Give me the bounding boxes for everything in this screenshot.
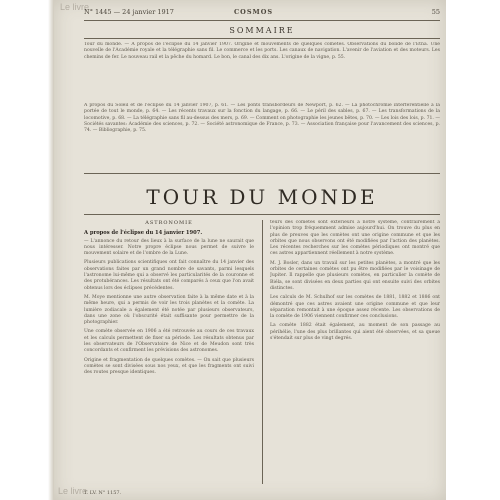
sommaire-rule-top xyxy=(84,38,440,39)
article-paragraph: M. J. Bosler, dans un travail sur les petites planètes, a montré que les orbites de certaines comètes ont pu être modifiées par le voisinage de Jupiter. Il rappelle que plusieurs comètes, en particulier la comète de Biéla, se sont divisées en deux parties qui ont ensuite suivi des orbites distinctes. xyxy=(270,260,440,291)
watermark-top: Le livre xyxy=(60,2,90,12)
article-paragraph: Origine et fragmentation de quelques comètes. — On sait que plusieurs comètes se sont divisées sous nos yeux, et que les fragments ont suivi des routes presque identiques. xyxy=(84,357,254,376)
sommaire-paragraph-1: Tour du monde. — A propos de l'éclipse du 14 janvier 1907. Origine et mouvements de quelques comètes. Observations du bolide de l'Etna. Une nouvelle de l'Académie royale et la télégraphie sans fil. Le commerce et les ports. Les canaux de navigation. L'avenir de l'aviation et des moteurs. Les chemins de fer. Le nouveau rail et la pêche du homard. Le bon, le canal des dix ans. L'origine de la vigne, p. 55. xyxy=(84,42,440,60)
article-paragraph: La comète 1882 était également, au moment de son passage au périhélie, l'une des plus brillantes qui aient été observées, et sa queue s'étendait sur plus de vingt degrés. xyxy=(270,323,440,342)
column-right xyxy=(270,220,440,484)
page-footer: T. LV. N° 1157. xyxy=(84,490,122,496)
column-left xyxy=(84,220,254,484)
column-divider xyxy=(262,220,263,484)
article-paragraph: M. Moye mentionne une autre observation faite à la même date et à la même heure, qui a permis de voir les trois planètes et la comète. La lumière zodiacale a également été notée par plusieurs observateurs, dans une zone où l'obscurité était suffisante pour permettre de la photographier. xyxy=(84,294,254,326)
article-paragraph: Les calculs de M. Schulhof sur les comètes de 1881, 1882 et 1886 ont démontré que ces astres avaient une origine commune et que leur séparation remontait à une époque assez récente. Les observations de la comète de 1906 viennent confirmer ces conclusions. xyxy=(270,295,440,320)
section-title: TOUR DU MONDE xyxy=(146,185,378,209)
section-rule xyxy=(84,214,440,215)
article-paragraph: Une comète observée en 1906 a été retrouvée au cours de ces travaux et les calculs permettent de fixer sa période. Les résultats obtenus par les observateurs de l'Observatoire de Nice et de Meudon sont très concordants et confirment les prévisions des astronomes. xyxy=(84,329,254,354)
journal-title: COSMOS xyxy=(234,8,274,16)
article-title: A propos de l'éclipse du 14 janvier 1907. xyxy=(84,230,203,237)
page-header xyxy=(84,8,440,20)
article-paragraph: teurs des comètes sont extérieurs à notre système, contrairement à l'opinion trop fréquemment admise aujourd'hui. On trouve du plus en plus de preuves que les comètes ont une origine commune et que les orbites que nous observons ont été modifiées par l'action des planètes. Les récentes recherches sur les comètes périodiques ont montré que ces astres appartiennent réellement à notre système. xyxy=(270,220,440,257)
issue-number: N° 1445 — 24 janvier 1917 xyxy=(84,8,174,16)
watermark-bottom: Le livre xyxy=(58,486,88,496)
sommaire-paragraph-2: A propos du Soleil et de l'éclipse du 14 janvier 1907, p. 61. — Les ponts transbordeurs de Newport, p. 62. — La photochromie interférentielle à la portée de tout le monde, p. 64. — Les récents travaux sur la fonction du langage, p. 66. — Le péril des sables, p. 67. — Les transformations de la locomotive, p. 68. — La télégraphie sans fil au-dessus des mers, p. 69. — Comment on photographie les jeunes bêtes, p. 70. — Les lois des lois, p. 71. — Sociétés savantes: Académie des sciences, p. 72. — Société astronomique de France, p. 73. — Association française pour l'avancement des sciences, p. 74. — Bibliographie, p. 75. xyxy=(84,103,440,134)
column-section-heading: ASTRONOMIE xyxy=(145,220,193,226)
page-number: 55 xyxy=(431,8,440,16)
article-paragraph: — L'annonce du retour des lieux à la surface de la lune ne saurait que nous intéresser. Notre propre éclipse nous permet de suivre le mouvement solaire et de l'ombre de la Lune. xyxy=(84,238,254,257)
article-paragraph: Plusieurs publications scientifiques ont fait connaître du 14 janvier des observations faites par un grand nombre de savants, parmi lesquels l'astronome lui-même qui a observé les particularités de la couronne et des protubérances. Les résultats ont été comparés à ceux que l'on avait obtenus lors des éclipses précédentes. xyxy=(84,260,254,291)
sommaire-title: SOMMAIRE xyxy=(229,26,295,35)
header-rule xyxy=(84,20,440,21)
sommaire-rule-bottom xyxy=(84,173,440,174)
